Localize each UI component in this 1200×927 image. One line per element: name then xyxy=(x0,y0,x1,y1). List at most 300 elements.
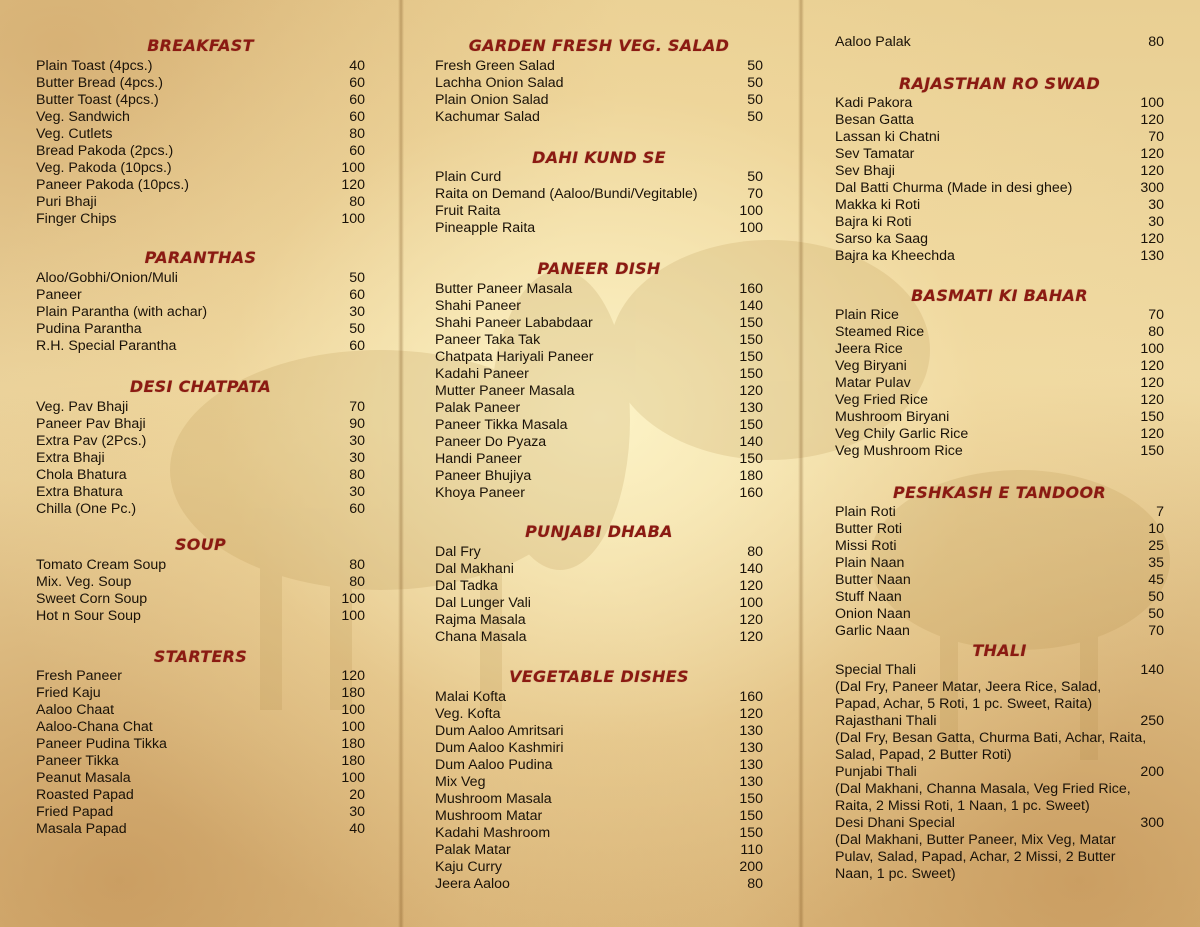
menu-item xyxy=(435,485,763,502)
item-name: Onion Naan xyxy=(835,606,911,622)
item-price: 150 xyxy=(739,417,763,433)
item-name: Palak Paneer xyxy=(435,400,521,416)
item-name: Malai Kofta xyxy=(435,689,506,705)
item-name: Kadi Pakora xyxy=(835,95,913,111)
item-name: Extra Bhatura xyxy=(36,484,123,500)
menu-item xyxy=(435,561,763,578)
menu-item xyxy=(835,409,1164,426)
menu-item xyxy=(435,451,763,468)
item-price: 140 xyxy=(739,434,763,450)
menu-item xyxy=(36,287,365,304)
item-name: Extra Bhaji xyxy=(36,450,105,466)
item-name: Jeera Aaloo xyxy=(435,876,510,892)
item-price: 180 xyxy=(341,685,365,701)
menu-item xyxy=(36,702,365,719)
item-price: 120 xyxy=(1140,163,1164,179)
item-name: Paneer Pakoda (10pcs.) xyxy=(36,177,190,193)
menu-item xyxy=(36,685,365,702)
item-price: 30 xyxy=(1148,214,1164,230)
menu-item xyxy=(435,612,763,629)
item-name: Mix Veg xyxy=(435,774,486,790)
item-price: 7 xyxy=(1156,504,1164,520)
item-price: 300 xyxy=(1140,815,1164,831)
menu-item xyxy=(435,825,763,842)
item-name: Steamed Rice xyxy=(835,324,925,340)
item-description: (Dal Fry, Paneer Matar, Jeera Rice, Salad, xyxy=(835,679,1102,695)
item-description: (Dal Fry, Besan Gatta, Churma Bati, Achar, Raita, xyxy=(835,730,1147,746)
item-description: Naan, 1 pc. Sweet) xyxy=(835,866,956,882)
item-name: Paneer Do Pyaza xyxy=(435,434,547,450)
item-name: Kachumar Salad xyxy=(435,109,540,125)
item-name: Veg. Sandwich xyxy=(36,109,130,125)
item-name: Hot n Sour Soup xyxy=(36,608,141,624)
item-name: Bajra ki Roti xyxy=(835,214,912,230)
item-price: 120 xyxy=(1140,426,1164,442)
item-name: Plain Rice xyxy=(835,307,899,323)
item-price: 30 xyxy=(349,484,365,500)
item-price: 80 xyxy=(747,544,763,560)
item-price: 180 xyxy=(739,468,763,484)
item-name: Raita on Demand (Aaloo/Bundi/Vegitable) xyxy=(435,186,698,202)
item-name: Aaloo Palak xyxy=(835,34,911,50)
item-description: (Dal Makhani, Channa Masala, Veg Fried Rice, xyxy=(835,781,1131,797)
item-name: R.H. Special Parantha xyxy=(36,338,177,354)
item-name: Palak Matar xyxy=(435,842,511,858)
item-name: Kadahi Paneer xyxy=(435,366,529,382)
item-name: Sarso ka Saag xyxy=(835,231,929,247)
section-heading: STARTERS xyxy=(153,647,248,666)
item-price: 35 xyxy=(1148,555,1164,571)
menu-item xyxy=(435,544,763,561)
item-name: Butter Bread (4pcs.) xyxy=(36,75,163,91)
section-heading: RAJASTHAN RO SWAD xyxy=(898,74,1101,93)
menu-item xyxy=(435,791,763,808)
menu-item xyxy=(36,58,365,75)
menu-item xyxy=(36,608,365,625)
menu-item xyxy=(36,109,365,126)
menu-item xyxy=(36,821,365,838)
item-name: Paneer Bhujiya xyxy=(435,468,532,484)
item-price: 100 xyxy=(1140,95,1164,111)
item-price: 100 xyxy=(739,203,763,219)
item-price: 120 xyxy=(1140,112,1164,128)
menu-item xyxy=(435,186,763,203)
menu-item xyxy=(36,321,365,338)
item-price: 180 xyxy=(341,736,365,752)
item-price: 50 xyxy=(1148,606,1164,622)
item-name: Dum Aaloo Kashmiri xyxy=(435,740,564,756)
menu-item xyxy=(835,358,1164,375)
item-price: 50 xyxy=(349,321,365,337)
item-price: 100 xyxy=(341,608,365,624)
item-name: Sev Tamatar xyxy=(835,146,915,162)
item-name: Veg Chily Garlic Rice xyxy=(835,426,969,442)
item-price: 140 xyxy=(1140,662,1164,678)
item-price: 30 xyxy=(349,304,365,320)
menu-item xyxy=(36,433,365,450)
item-name: Paneer Pav Bhaji xyxy=(36,416,146,432)
section-heading: PARANTHAS xyxy=(144,248,257,267)
item-name: Masala Papad xyxy=(36,821,127,837)
item-name: Butter Roti xyxy=(835,521,903,537)
menu-item xyxy=(435,281,763,298)
item-price: 25 xyxy=(1148,538,1164,554)
item-price: 130 xyxy=(739,757,763,773)
menu-item xyxy=(835,146,1164,163)
item-name: Handi Paneer xyxy=(435,451,522,467)
item-name: Sev Bhaji xyxy=(835,163,895,179)
menu-item xyxy=(36,160,365,177)
item-name: Pineapple Raita xyxy=(435,220,536,236)
menu-item xyxy=(36,450,365,467)
menu-column-2 xyxy=(435,0,763,927)
item-name: Lassan ki Chatni xyxy=(835,129,940,145)
menu-item xyxy=(435,332,763,349)
item-price: 130 xyxy=(739,723,763,739)
item-name: Fried Papad xyxy=(36,804,114,820)
item-name: Butter Toast (4pcs.) xyxy=(36,92,159,108)
item-price: 50 xyxy=(747,75,763,91)
menu-item xyxy=(36,126,365,143)
item-price: 120 xyxy=(341,177,365,193)
menu-item xyxy=(435,58,763,75)
item-price: 120 xyxy=(341,668,365,684)
menu-item xyxy=(835,713,1164,730)
item-name: Veg. Cutlets xyxy=(36,126,113,142)
item-price: 80 xyxy=(349,557,365,573)
menu-column-3 xyxy=(835,0,1164,927)
item-price: 45 xyxy=(1148,572,1164,588)
item-price: 50 xyxy=(1148,589,1164,605)
menu-item xyxy=(435,400,763,417)
item-price: 130 xyxy=(739,400,763,416)
menu-item xyxy=(36,787,365,804)
menu-item xyxy=(36,304,365,321)
item-price: 110 xyxy=(740,842,763,858)
item-price: 60 xyxy=(349,92,365,108)
menu-item xyxy=(835,589,1164,606)
item-name: Fried Kaju xyxy=(36,685,101,701)
menu-item xyxy=(435,757,763,774)
menu-item xyxy=(36,591,365,608)
item-price: 80 xyxy=(349,574,365,590)
item-name: Lachha Onion Salad xyxy=(435,75,564,91)
menu-item xyxy=(835,623,1164,640)
item-name: Veg Mushroom Rice xyxy=(835,443,963,459)
item-price: 100 xyxy=(341,160,365,176)
item-name: Butter Paneer Masala xyxy=(435,281,573,297)
item-price: 20 xyxy=(349,787,365,803)
item-price: 80 xyxy=(1148,34,1164,50)
item-price: 40 xyxy=(349,821,365,837)
item-name: Desi Dhani Special xyxy=(835,815,955,831)
item-description: Pulav, Salad, Papad, Achar, 2 Missi, 2 Butter xyxy=(835,849,1116,865)
menu-item xyxy=(435,774,763,791)
menu-item xyxy=(435,298,763,315)
item-name: Aloo/Gobhi/Onion/Muli xyxy=(36,270,178,286)
menu-item xyxy=(36,270,365,287)
item-name: Plain Curd xyxy=(435,169,502,185)
menu-item xyxy=(36,194,365,211)
item-price: 60 xyxy=(349,75,365,91)
item-price: 130 xyxy=(739,774,763,790)
menu-item xyxy=(435,689,763,706)
menu-item xyxy=(835,555,1164,572)
menu-item xyxy=(835,307,1164,324)
menu-item xyxy=(36,501,365,518)
item-name: Kaju Curry xyxy=(435,859,503,875)
item-price: 120 xyxy=(1140,392,1164,408)
item-price: 200 xyxy=(1140,764,1164,780)
item-name: Plain Parantha (with achar) xyxy=(36,304,208,320)
section-heading: THALI xyxy=(972,641,1027,660)
menu-item xyxy=(435,220,763,237)
item-price: 50 xyxy=(747,92,763,108)
menu-item xyxy=(435,109,763,126)
item-price: 50 xyxy=(747,109,763,125)
menu-item xyxy=(835,521,1164,538)
item-price: 30 xyxy=(1148,197,1164,213)
item-name: Chana Masala xyxy=(435,629,527,645)
item-name: Plain Naan xyxy=(835,555,905,571)
item-price: 150 xyxy=(739,825,763,841)
item-name: Punjabi Thali xyxy=(835,764,917,780)
item-price: 100 xyxy=(1140,341,1164,357)
menu-item xyxy=(435,417,763,434)
menu-item xyxy=(835,34,1164,51)
item-name: Rajma Masala xyxy=(435,612,526,628)
item-name: Dal Fry xyxy=(435,544,481,560)
item-price: 160 xyxy=(739,485,763,501)
item-price: 120 xyxy=(739,383,763,399)
item-name: Dal Lunger Vali xyxy=(435,595,531,611)
menu-item xyxy=(36,484,365,501)
item-name: Tomato Cream Soup xyxy=(36,557,167,573)
item-price: 10 xyxy=(1148,521,1164,537)
menu-item xyxy=(435,578,763,595)
menu-item xyxy=(435,723,763,740)
item-price: 100 xyxy=(341,702,365,718)
item-name: Paneer xyxy=(36,287,82,303)
item-name: Garlic Naan xyxy=(835,623,910,639)
item-price: 80 xyxy=(349,194,365,210)
item-name: Veg. Pav Bhaji xyxy=(36,399,129,415)
menu-item xyxy=(835,426,1164,443)
section-heading: SOUP xyxy=(174,535,227,554)
item-price: 70 xyxy=(747,186,763,202)
item-price: 70 xyxy=(1148,129,1164,145)
menu-item xyxy=(835,375,1164,392)
item-name: Stuff Naan xyxy=(835,589,902,605)
item-price: 100 xyxy=(341,591,365,607)
item-name: Mix. Veg. Soup xyxy=(36,574,132,590)
menu-item xyxy=(435,842,763,859)
menu-item xyxy=(435,629,763,646)
item-price: 50 xyxy=(349,270,365,286)
item-name: Chatpata Hariyali Paneer xyxy=(435,349,594,365)
menu-item xyxy=(36,804,365,821)
item-price: 100 xyxy=(341,211,365,227)
menu-item xyxy=(435,75,763,92)
menu-item xyxy=(835,95,1164,112)
item-name: Pudina Parantha xyxy=(36,321,142,337)
item-name: Mushroom Matar xyxy=(435,808,543,824)
section-heading: DESI CHATPATA xyxy=(129,377,272,396)
item-price: 160 xyxy=(739,689,763,705)
menu-item xyxy=(36,143,365,160)
item-name: Fresh Green Salad xyxy=(435,58,555,74)
section-heading: VEGETABLE DISHES xyxy=(509,667,689,686)
item-name: Mushroom Biryani xyxy=(835,409,950,425)
menu-item xyxy=(36,92,365,109)
item-price: 120 xyxy=(739,612,763,628)
item-description: Papad, Achar, 5 Roti, 1 pc. Sweet, Raita) xyxy=(835,696,1093,712)
item-name: Mushroom Masala xyxy=(435,791,552,807)
item-name: Fruit Raita xyxy=(435,203,501,219)
menu-item xyxy=(835,572,1164,589)
item-name: Chilla (One Pc.) xyxy=(36,501,137,517)
menu-item xyxy=(835,392,1164,409)
item-price: 130 xyxy=(739,740,763,756)
item-price: 140 xyxy=(739,561,763,577)
item-name: Dum Aaloo Amritsari xyxy=(435,723,564,739)
menu-item xyxy=(36,574,365,591)
menu-item xyxy=(435,349,763,366)
item-description: (Dal Makhani, Butter Paneer, Mix Veg, Matar xyxy=(835,832,1116,848)
item-name: Rajasthani Thali xyxy=(835,713,937,729)
item-price: 80 xyxy=(349,467,365,483)
item-price: 150 xyxy=(739,315,763,331)
menu-item xyxy=(36,753,365,770)
item-price: 150 xyxy=(739,451,763,467)
menu-item xyxy=(435,706,763,723)
item-price: 30 xyxy=(349,804,365,820)
menu-item xyxy=(435,169,763,186)
section-heading: PESHKASH E TANDOOR xyxy=(893,483,1106,502)
menu-item xyxy=(835,324,1164,341)
menu-item xyxy=(36,399,365,416)
menu-item xyxy=(36,668,365,685)
menu-item xyxy=(36,211,365,228)
section-heading: PUNJABI DHABA xyxy=(525,522,673,541)
item-name: Shahi Paneer xyxy=(435,298,521,314)
item-name: Dal Tadka xyxy=(435,578,498,594)
menu-item xyxy=(435,203,763,220)
page-fold-right xyxy=(798,0,804,927)
item-name: Aaloo-Chana Chat xyxy=(36,719,153,735)
item-name: Veg. Pakoda (10pcs.) xyxy=(36,160,172,176)
menu-item xyxy=(435,859,763,876)
item-price: 120 xyxy=(739,578,763,594)
item-name: Finger Chips xyxy=(36,211,117,227)
item-name: Plain Toast (4pcs.) xyxy=(36,58,153,74)
item-name: Sweet Corn Soup xyxy=(36,591,148,607)
item-price: 100 xyxy=(341,770,365,786)
item-price: 60 xyxy=(349,501,365,517)
item-price: 150 xyxy=(739,332,763,348)
item-price: 150 xyxy=(739,349,763,365)
menu-item xyxy=(835,180,1164,197)
item-price: 70 xyxy=(1148,307,1164,323)
item-price: 250 xyxy=(1140,713,1164,729)
menu-item xyxy=(36,177,365,194)
menu-item xyxy=(435,740,763,757)
item-price: 120 xyxy=(1140,375,1164,391)
menu-item xyxy=(835,504,1164,521)
item-price: 80 xyxy=(1148,324,1164,340)
item-name: Bread Pakoda (2pcs.) xyxy=(36,143,174,159)
menu-item xyxy=(835,112,1164,129)
menu-column-1 xyxy=(36,0,365,927)
item-price: 70 xyxy=(1148,623,1164,639)
item-name: Plain Onion Salad xyxy=(435,92,549,108)
item-price: 180 xyxy=(341,753,365,769)
item-name: Missi Roti xyxy=(835,538,897,554)
menu-item xyxy=(435,876,763,893)
item-price: 200 xyxy=(739,859,763,875)
menu-item xyxy=(835,815,1164,832)
menu-item xyxy=(835,129,1164,146)
item-price: 50 xyxy=(747,58,763,74)
section-heading: DAHI KUND SE xyxy=(532,148,666,167)
item-name: Paneer Taka Tak xyxy=(435,332,541,348)
item-price: 50 xyxy=(747,169,763,185)
item-name: Veg Biryani xyxy=(835,358,907,374)
item-price: 60 xyxy=(349,338,365,354)
item-price: 60 xyxy=(349,109,365,125)
menu-item xyxy=(36,736,365,753)
item-description: Raita, 2 Missi Roti, 1 Naan, 1 pc. Sweet) xyxy=(835,798,1090,814)
item-name: Paneer Tikka Masala xyxy=(435,417,568,433)
item-name: Veg Fried Rice xyxy=(835,392,929,408)
item-price: 120 xyxy=(739,629,763,645)
menu-item xyxy=(435,434,763,451)
menu-item xyxy=(36,467,365,484)
item-price: 80 xyxy=(747,876,763,892)
menu-item xyxy=(435,92,763,109)
item-price: 70 xyxy=(349,399,365,415)
menu-item xyxy=(36,770,365,787)
menu-item xyxy=(835,231,1164,248)
menu-item xyxy=(835,214,1164,231)
menu-item xyxy=(435,468,763,485)
item-price: 60 xyxy=(349,287,365,303)
menu-item xyxy=(835,248,1164,265)
item-price: 90 xyxy=(349,416,365,432)
item-name: Paneer Tikka xyxy=(36,753,119,769)
section-heading: BASMATI KI BAHAR xyxy=(911,286,1088,305)
item-price: 300 xyxy=(1140,180,1164,196)
item-price: 40 xyxy=(349,58,365,74)
menu-item xyxy=(435,595,763,612)
item-name: Matar Pulav xyxy=(835,375,911,391)
item-price: 120 xyxy=(1140,146,1164,162)
item-name: Dum Aaloo Pudina xyxy=(435,757,553,773)
item-price: 150 xyxy=(739,808,763,824)
item-name: Extra Pav (2Pcs.) xyxy=(36,433,147,449)
item-price: 130 xyxy=(1140,248,1164,264)
item-name: Dal Makhani xyxy=(435,561,514,577)
menu-item xyxy=(435,808,763,825)
menu-item xyxy=(36,75,365,92)
item-price: 30 xyxy=(349,433,365,449)
item-price: 30 xyxy=(349,450,365,466)
page-fold-left xyxy=(398,0,404,927)
item-name: Dal Batti Churma (Made in desi ghee) xyxy=(835,180,1073,196)
item-name: Mutter Paneer Masala xyxy=(435,383,575,399)
item-price: 150 xyxy=(1140,443,1164,459)
item-name: Jeera Rice xyxy=(835,341,903,357)
